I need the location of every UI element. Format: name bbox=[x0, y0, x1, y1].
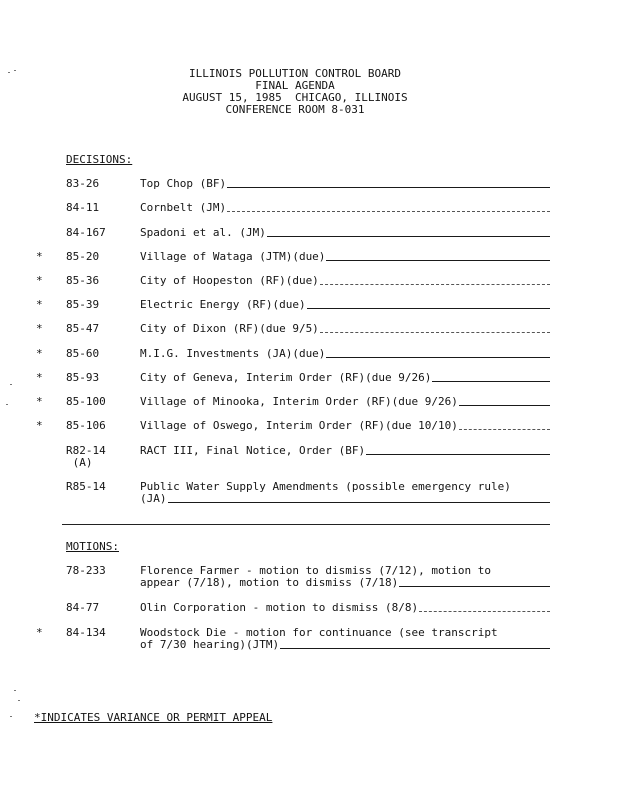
docket-number: 85-100 bbox=[66, 395, 106, 408]
variance-star: * bbox=[36, 419, 43, 432]
docket-number: 85-47 bbox=[66, 322, 100, 335]
variance-star: * bbox=[36, 371, 43, 384]
item-description-cont: appear (7/18), motion to dismiss (7/18) bbox=[140, 576, 399, 589]
docket-number: 84-77 bbox=[66, 601, 100, 614]
item-description: Public Water Supply Amendments (possible emergency rule) bbox=[140, 480, 511, 493]
item-description: M.I.G. Investments (JA)(due) bbox=[140, 347, 326, 360]
item-description: City of Hoopeston (RF)(due) bbox=[140, 274, 319, 287]
docket-number: 84-134 bbox=[66, 626, 106, 639]
variance-star: * bbox=[36, 322, 43, 335]
docket-number: 84-11 bbox=[66, 201, 100, 214]
decisions-heading: DECISIONS: bbox=[66, 153, 133, 166]
header-date-place: AUGUST 15, 1985 CHICAGO, ILLINOIS bbox=[182, 91, 408, 104]
variance-star: * bbox=[36, 250, 43, 263]
variance-star: * bbox=[36, 274, 43, 287]
item-description: Florence Farmer - motion to dismiss (7/12), motion to bbox=[140, 564, 491, 577]
item-description: Olin Corporation - motion to dismiss (8/8) bbox=[140, 601, 419, 614]
motions-heading: MOTIONS: bbox=[66, 540, 119, 553]
item-description: Village of Minooka, Interim Order (RF)(due 9/26) bbox=[140, 395, 458, 408]
docket-number: R85-14 bbox=[66, 480, 106, 493]
header-room: CONFERENCE ROOM 8-031 bbox=[225, 103, 365, 116]
footnote-legend: *INDICATES VARIANCE OR PERMIT APPEAL bbox=[34, 711, 273, 724]
agenda-header bbox=[0, 68, 590, 116]
variance-star: * bbox=[36, 298, 43, 311]
item-description: City of Geneva, Interim Order (RF)(due 9/26) bbox=[140, 371, 432, 384]
item-description-cont: of 7/30 hearing)(JTM) bbox=[140, 638, 280, 651]
item-description: City of Dixon (RF)(due 9/5) bbox=[140, 322, 319, 335]
scan-speck bbox=[6, 404, 8, 405]
header-title: FINAL AGENDA bbox=[255, 79, 335, 92]
item-description: RACT III, Final Notice, Order (BF) bbox=[140, 444, 366, 457]
scan-speck bbox=[18, 700, 20, 701]
scan-speck bbox=[10, 716, 12, 717]
docket-number: 78-233 bbox=[66, 564, 106, 577]
docket-number: 85-20 bbox=[66, 250, 100, 263]
item-description: Top Chop (BF) bbox=[140, 177, 227, 190]
docket-number: 83-26 bbox=[66, 177, 100, 190]
docket-number: R82-14 (A) bbox=[66, 444, 106, 469]
section-divider bbox=[62, 524, 550, 525]
docket-number: 85-36 bbox=[66, 274, 100, 287]
variance-star: * bbox=[36, 347, 43, 360]
scan-speck bbox=[14, 70, 16, 71]
item-description: Woodstock Die - motion for continuance (see transcript bbox=[140, 626, 498, 639]
header-org: ILLINOIS POLLUTION CONTROL BOARD bbox=[189, 67, 401, 80]
item-description: Cornbelt (JM) bbox=[140, 201, 227, 214]
scan-speck bbox=[8, 72, 10, 73]
docket-number: 84-167 bbox=[66, 226, 106, 239]
item-description: Village of Oswego, Interim Order (RF)(due 10/10) bbox=[140, 419, 458, 432]
scan-speck bbox=[14, 690, 16, 691]
scan-speck bbox=[10, 384, 12, 385]
item-description: Spadoni et al. (JM) bbox=[140, 226, 266, 239]
item-description: Electric Energy (RF)(due) bbox=[140, 298, 306, 311]
item-description: Village of Wataga (JTM)(due) bbox=[140, 250, 326, 263]
docket-number: 85-93 bbox=[66, 371, 100, 384]
docket-number: 85-39 bbox=[66, 298, 100, 311]
variance-star: * bbox=[36, 395, 43, 408]
docket-number: 85-60 bbox=[66, 347, 100, 360]
item-description-cont: (JA) bbox=[140, 492, 167, 505]
variance-star: * bbox=[36, 626, 43, 639]
docket-number: 85-106 bbox=[66, 419, 106, 432]
